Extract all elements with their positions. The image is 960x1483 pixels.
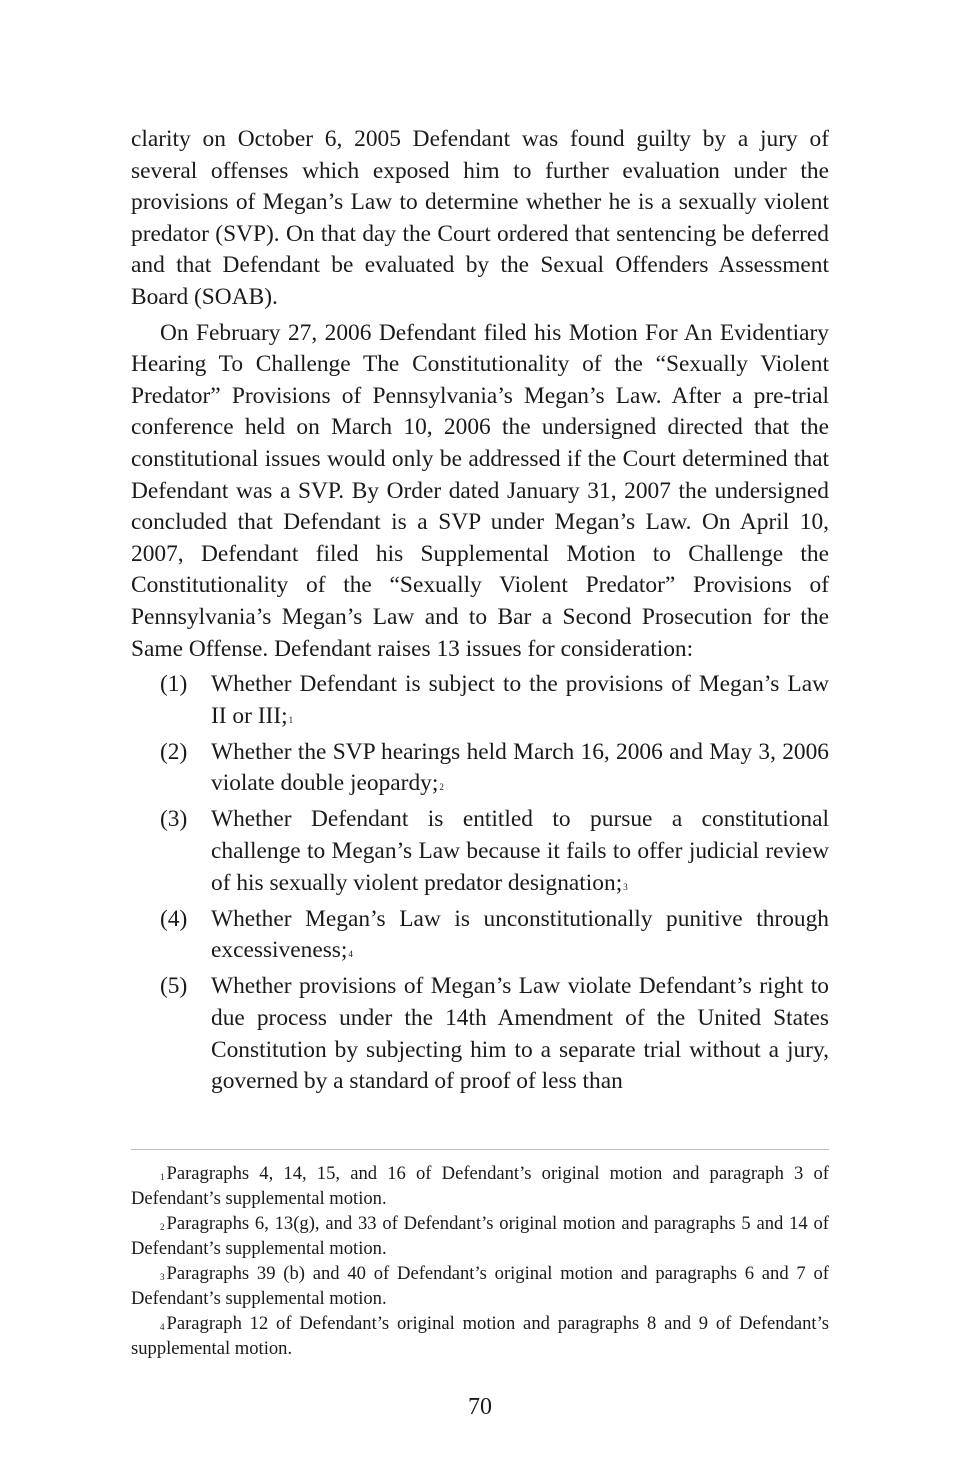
body-paragraph-2: On February 27, 2006 Defendant filed his Motion For An Evidentiary Hearing To Challenge The Constitutionality of the “Sexually Violent Predator” Provisions of Pennsylvania’s Megan’s Law. After a pre-trial conference held on March 10, 2006 the undersigned directed that the constitutional issues would only be addressed if the Court determined that Defendant was a SVP. By Order dated January 31, 2007 the undersigned concluded that Defendant is a SVP under Megan’s Law. On April 10, 2007, Defendant filed his Supplemental Motion to Challenge the Constitutionality of the “Sexually Violent Predator” Provisions of Pennsylvania’s Megan’s Law and to Bar a Second Prosecution for the Same Offense. Defendant raises 13 issues for consideration: xyxy=(131,319,829,662)
issues-list xyxy=(131,669,829,1098)
footnote-reference: 3 xyxy=(623,881,628,892)
issue-text: Whether Defendant is subject to the provisions of Megan’s Law II or III; xyxy=(211,671,829,729)
footnote-reference: 1 xyxy=(288,714,294,725)
page-body xyxy=(131,124,829,1102)
issue-text-container xyxy=(211,669,829,732)
body-paragraph-1: clarity on October 6, 2005 Defendant was found guilty by a jury of several offenses which exposed him to further evaluation under the provisions of Megan’s Law to determine whether he is a sexually violent predator (SVP). On that day the Court ordered that sentencing be deferred and that Defendant be evaluated by the Sexual Offenders Assessment Board (SOAB). xyxy=(131,126,829,310)
footnote-divider xyxy=(131,1149,829,1150)
footnote-text: Paragraphs 4, 14, 15, and 16 of Defendant’s original motion and paragraph 3 of Defendant’s supplemental motion. xyxy=(131,1163,829,1209)
issue-text: Whether provisions of Megan’s Law violate Defendant’s right to due process under the 14th Amendment of the United States Constitution by subjecting him to a separate trial without a jury, governed by a standard of proof of less than xyxy=(211,973,829,1095)
footnote-1 xyxy=(131,1162,829,1211)
issue-number: (2) xyxy=(160,738,188,765)
issue-number: (1) xyxy=(160,671,188,698)
issue-number: (4) xyxy=(160,905,188,932)
footnotes xyxy=(131,1162,829,1362)
footnote-text: Paragraph 12 of Defendant’s original motion and paragraphs 8 and 9 of Defendant’s supplemental motion. xyxy=(131,1312,829,1359)
footnote-text: Paragraphs 6, 13(g), and 33 of Defendant’s original motion and paragraphs 5 and 14 of Defendant’s supplemental motion. xyxy=(131,1212,829,1259)
footnote-4 xyxy=(131,1312,829,1361)
footnote-number: 1 xyxy=(160,1172,165,1182)
footnote-number: 3 xyxy=(160,1271,165,1282)
issue-text-container xyxy=(211,804,829,899)
issue-item-4 xyxy=(131,904,829,967)
footnote-number: 4 xyxy=(160,1321,165,1332)
footnote-text: Paragraphs 39 (b) and 40 of Defendant’s original motion and paragraphs 6 and 7 of Defendant’s supplemental motion. xyxy=(131,1262,829,1309)
issue-number: (3) xyxy=(160,806,188,833)
issue-text-container xyxy=(211,971,829,1097)
footnote-reference: 2 xyxy=(439,782,444,793)
issue-item-3 xyxy=(131,804,829,899)
issue-item-1 xyxy=(131,669,829,732)
page-number: 70 xyxy=(468,1394,492,1420)
issue-text-container xyxy=(211,737,829,800)
footnote-number: 2 xyxy=(160,1221,165,1232)
issue-text: Whether Defendant is entitled to pursue a constitutional challenge to Megan’s Law because it fails to offer judicial review of his sexually violent predator designation; xyxy=(211,806,829,896)
issue-item-2 xyxy=(131,737,829,800)
issue-text: Whether the SVP hearings held March 16, 2006 and May 3, 2006 violate double jeopardy; xyxy=(211,738,829,797)
issue-number: (5) xyxy=(160,973,188,1000)
issue-item-5 xyxy=(131,971,829,1097)
footnote-reference: 4 xyxy=(348,949,353,960)
footnote-3 xyxy=(131,1262,829,1311)
footnote-2 xyxy=(131,1212,829,1261)
issue-text-container xyxy=(211,904,829,967)
issue-text: Whether Megan’s Law is unconstitutionally punitive through excessiveness; xyxy=(211,905,829,964)
